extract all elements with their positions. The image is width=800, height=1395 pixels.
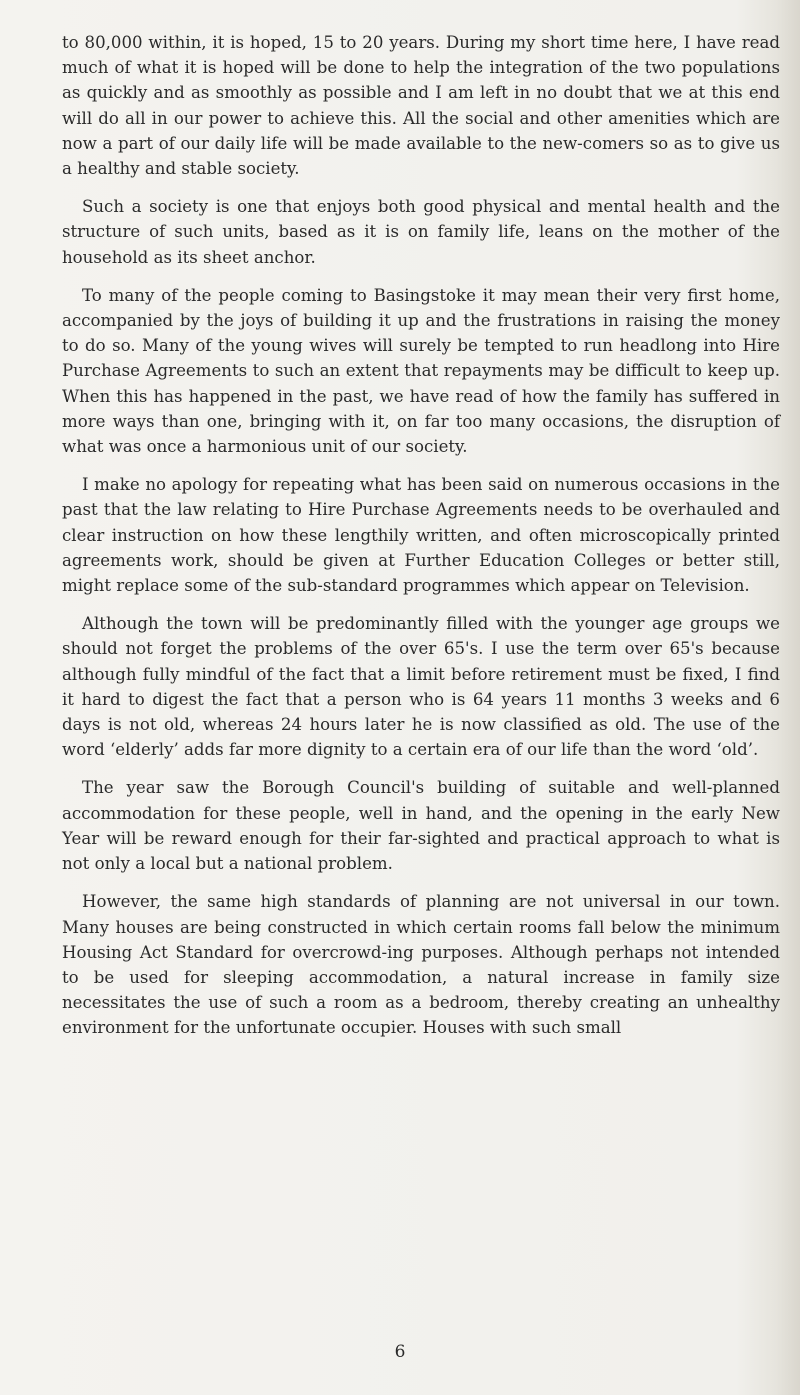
- body-text: [62, 30, 780, 1054]
- paragraph-borough-council: The year saw the Borough Council's building of suitable and well-planned accommodation for these people, well in hand, and the opening in the early New Year will be reward enough for their far-sighted and practical approach to what is not only a local but a national problem.: [62, 778, 780, 874]
- paragraph-continuation: to 80,000 within, it is hoped, 15 to 20 years. During my short time here, I have read much of what it is hoped will be done to help the integration of the two populations as quickly and as smoothly as possible and I am left in no doubt that we at this end will do all in our power to achieve this. All the social and other amenities which are now a part of our daily life will be made available to the new-comers so as to give us a healthy and stable society.: [62, 33, 780, 179]
- paragraph-over-65s: Although the town will be predominantly filled with the younger age groups we should not forget the problems of the over 65's. I use the term over 65's because although fully mindful of the fact that a limit before retirement must be fixed, I find it hard to digest the fact that a person who is 64 years 11 months 3 weeks and 6 days is not old, whereas 24 hours later he is now classified as old. The use of the word ‘elderly’ adds far more dignity to a certain era of our life than the word ‘old’.: [62, 614, 780, 760]
- paragraph-healthy-society: Such a society is one that enjoys both good physical and mental health and the structure of such units, based as it is on family life, leans on the mother of the household as its sheet anchor.: [62, 197, 780, 267]
- paragraph-first-home: To many of the people coming to Basingstoke it may mean their very first home, accompanied by the joys of building it up and the frustrations in raising the money to do so. Many of the young wives will surely be tempted to run headlong into Hire Purchase Agreements to such an extent that repayments may be difficult to keep up. When this has happened in the past, we have read of how the family has suffered in more ways than one, bringing with it, on far too many occasions, the disruption of what was once a harmonious unit of our society.: [62, 285, 780, 457]
- page-number: 6: [394, 1342, 406, 1362]
- paragraph-housing-standards: However, the same high standards of planning are not universal in our town. Many houses are being constructed in which certain rooms fall below the minimum Housing Act Standard for overcrowd-ing purposes. Although perhaps not intended to be used for sleeping accommodation, a natural increase in family size necessitates the use of such a room as a bedroom, thereby creating an unhealthy environment for the unfortunate occupier. Houses with such small: [62, 892, 780, 1038]
- paragraph-hire-purchase: I make no apology for repeating what has been said on numerous occasions in the past that the law relating to Hire Purchase Agreements needs to be overhauled and clear instruction on how these lengthily written, and often microscopically printed agreements work, should be given at Further Education Colleges or better still, might replace some of the sub-standard programmes which appear on Television.: [62, 475, 780, 596]
